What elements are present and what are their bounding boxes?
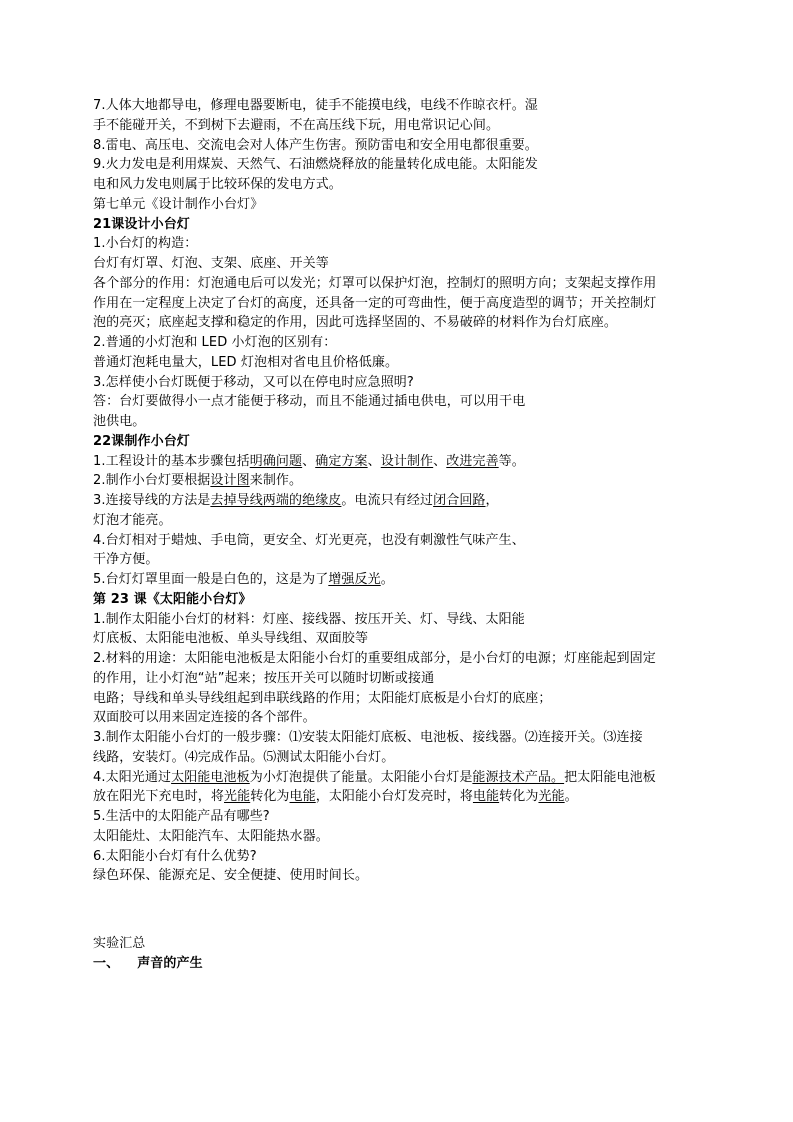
unit-title: 第七单元《设计制作小台灯》 — [93, 196, 264, 212]
text-line: 线路，安装灯。⑷完成作品。⑸测试太阳能小台灯。 — [93, 749, 395, 765]
underlined-term: 能源技术产品。 — [472, 769, 565, 785]
text-run: 、 — [367, 453, 381, 469]
text-line: 的作用，让小灯泡“站”起来；按压开关可以随时切断或接通 — [93, 670, 435, 686]
text-run: 、 — [302, 453, 316, 469]
underlined-term: 增强反光 — [328, 572, 381, 587]
text-line — [93, 491, 705, 511]
text-run: 、 — [433, 453, 447, 469]
heading-number: 一、 — [93, 955, 120, 971]
text-line: 灯泡才能亮。 — [93, 512, 172, 528]
text-line — [93, 787, 705, 807]
text-line: 3.怎样使小台灯既便于移动，又可以在停电时应急照明? — [93, 374, 414, 390]
underlined-term: 设计图 — [210, 473, 250, 489]
underlined-term: 设计制作 — [380, 453, 434, 469]
text-line: 4.台灯相对于蜡烛、手电筒，更安全、灯光更亮，也没有刺激性气味产生、 — [93, 532, 525, 548]
text-line: 5.生活中的太阳能产品有哪些? — [93, 809, 270, 824]
text-line — [93, 452, 705, 472]
text-run: 4.太阳光通过 — [93, 769, 172, 785]
text-line: 太阳能灶、太阳能汽车、太阳能热水器。 — [93, 828, 329, 844]
text-run: 把太阳能电池板 — [564, 769, 656, 785]
text-run: 2.制作小台灯要根据 — [93, 473, 211, 489]
text-line: 6.太阳能小台灯有什么优势? — [93, 848, 257, 864]
text-line — [93, 768, 705, 788]
text-run: 等。 — [498, 453, 525, 469]
text-line: 电路；导线和单头导线组起到串联线路的作用；太阳能灯底板是小台灯的底座； — [93, 690, 552, 706]
text-run: 。 — [380, 572, 394, 587]
text-line: 灯底板、太阳能电池板、单头导线组、双面胶等 — [93, 631, 369, 647]
text-run: 来制作。 — [249, 473, 303, 489]
experiment-heading — [93, 954, 705, 974]
text-line: 普通灯泡耗电量大，LED 灯泡相对省电且价格低廉。 — [93, 354, 399, 370]
text-line — [93, 570, 705, 590]
text-line: 双面胶可以用来固定连接的各个部件。 — [93, 710, 316, 726]
lesson-23-heading: 第 23 课《太阳能小台灯》 — [93, 591, 252, 607]
text-run: 。 — [564, 789, 578, 805]
text-run: 。电流只有经过 — [341, 493, 434, 508]
text-line: 1.小台灯的构造： — [93, 236, 198, 252]
underlined-term: 去掉导线两端的绝缘皮 — [210, 493, 342, 508]
text-line: 3.制作太阳能小台灯的一般步骤：⑴安装太阳能灯底板、电池板、接线器。⑵连接开关。⑶连接 — [93, 730, 643, 745]
text-run: 放在阳光下充电时，将 — [93, 789, 225, 805]
text-line: 8.雷电、高压电、交流电会对人体产生伤害。预防雷电和安全用电都很重要。 — [93, 137, 538, 153]
text-run: ，太阳能小台灯发亮时，将 — [315, 789, 473, 805]
text-line: 1.制作太阳能小台灯的材料：灯座、接线器、按压开关、灯、导线、太阳能 — [93, 611, 525, 627]
text-line: 9.火力发电是利用煤炭、天然气、石油燃烧释放的能量转化成电能。太阳能发 — [93, 157, 538, 173]
underlined-term: 太阳能电池板 — [171, 769, 250, 785]
section-title: 实验汇总 — [93, 936, 146, 951]
heading-text: 声音的产生 — [137, 955, 203, 971]
text-line: 7.人体大地都导电，修理电器要断电，徒手不能摸电线，电线不作晾衣杆。湿 — [93, 98, 538, 113]
text-line: 泡的亮灭；底座起支撑和稳定的作用，因此可选择坚固的、不易破碎的材料作为台灯底座。 — [93, 315, 618, 331]
document-body — [93, 96, 705, 974]
text-line — [93, 471, 705, 491]
text-line: 2.材料的用途：太阳能电池板是太阳能小台灯的重要组成部分，是小台灯的电源；灯座能起到固定 — [93, 651, 656, 666]
text-line: 电和风力发电则属于比较环保的发电方式。 — [93, 177, 342, 192]
text-run: 3.连接导线的方法是 — [93, 493, 211, 508]
text-line: 2.普通的小灯泡和 LED 小灯泡的区别有： — [93, 335, 337, 350]
text-line: 手不能碰开关，不到树下去避雨，不在高压线下玩，用电常识记心间。 — [93, 117, 500, 133]
text-run: 转化为 — [250, 789, 290, 805]
underlined-term: 光能 — [224, 789, 251, 805]
underlined-term: 明确问题 — [249, 453, 303, 469]
text-run: 5.台灯灯罩里面一般是白色的，这是为了 — [93, 572, 329, 587]
text-line: 绿色环保、能源充足、安全便捷、使用时间长。 — [93, 868, 369, 884]
text-run: ， — [485, 493, 499, 508]
text-run: 为小灯泡提供了能量。太阳能小台灯是 — [249, 769, 473, 785]
blank-space — [93, 886, 705, 934]
text-line: 作用在一定程度上决定了台灯的高度，还具备一定的可弯曲性，便于高度造型的调节；开关控制灯 — [93, 295, 657, 311]
text-run: 转化为 — [499, 789, 539, 805]
underlined-term: 电能 — [472, 789, 500, 805]
underlined-term: 闭合回路 — [433, 493, 486, 508]
lesson-21-heading: 21课设计小台灯 — [93, 216, 190, 232]
underlined-term: 改进完善 — [446, 453, 499, 469]
text-run: 1.工程设计的基本步骤包括 — [93, 453, 250, 469]
lesson-22-heading: 22课制作小台灯 — [93, 433, 190, 449]
underlined-term: 光能 — [538, 789, 565, 805]
underlined-term: 电能 — [289, 789, 316, 805]
text-line: 干净方便。 — [93, 552, 159, 568]
text-line: 台灯有灯罩、灯泡、支架、底座、开关等 — [93, 256, 329, 271]
underlined-term: 确定方案 — [315, 453, 368, 469]
text-line: 各个部分的作用：灯泡通电后可以发光；灯罩可以保护灯泡，控制灯的照明方向；支架起支撑作用 — [93, 275, 657, 291]
text-line: 池供电。 — [93, 414, 146, 429]
text-line: 答：台灯要做得小一点才能便于移动，而且不能通过插电供电，可以用干电 — [93, 394, 526, 410]
